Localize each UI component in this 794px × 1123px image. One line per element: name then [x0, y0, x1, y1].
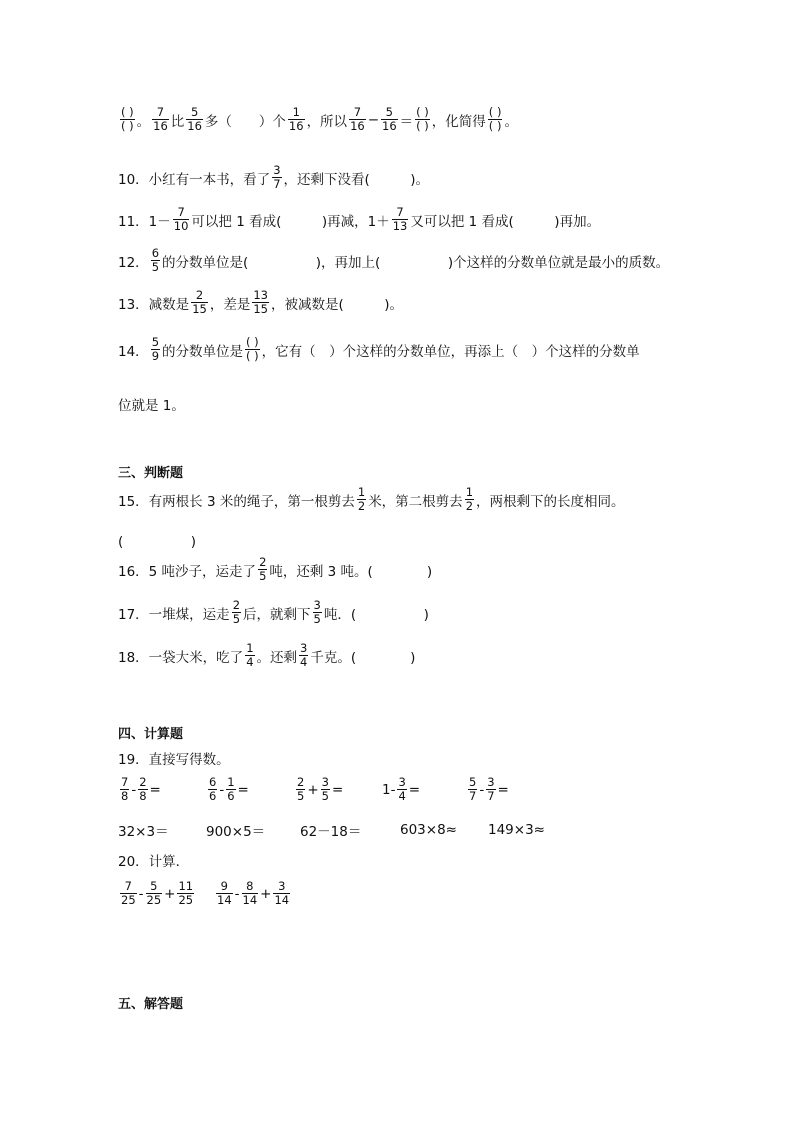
fraction: $\frac{5}{16}$ — [382, 105, 397, 133]
blank-fraction: $\frac{( )}{( )}$ — [246, 335, 259, 363]
expression: 62－18＝ — [300, 824, 362, 840]
question-20-title — [118, 850, 189, 870]
question-text: 10．小红有一本书，看了 — [118, 171, 271, 188]
fraction: $\frac{1}{4}$ — [246, 641, 254, 669]
q19-fraction-row — [118, 776, 546, 803]
expression: 1- $\frac{3}{4}$ = — [382, 775, 421, 803]
fraction: $\frac{3}{7}$ — [273, 163, 281, 191]
fraction: $\frac{2}{5}$ — [232, 598, 241, 626]
question-text: 的分数单位是 — [162, 343, 244, 360]
question-text: 20．计算． — [118, 854, 190, 870]
expression: $\frac{9}{14}$ - $\frac{8}{14}$ + $\frac{3}{14}$ — [217, 879, 290, 907]
question-text: 吨．( ) — [323, 606, 429, 623]
q9-text: 多（ ）个 — [204, 113, 286, 130]
fraction: $\frac{1}{2}$ — [357, 485, 366, 513]
question-text: ，还剩下没看( )。 — [283, 171, 430, 188]
question-text: 吨，还剩 3 吨。( ) — [269, 563, 433, 580]
q9-text: 。 — [136, 113, 151, 130]
question-11 — [118, 206, 600, 233]
expression: 32×3＝ — [118, 824, 169, 840]
expression: $\frac{5}{7}$ - $\frac{3}{7}$ = — [469, 775, 509, 803]
q9-text: ，化简得 — [431, 113, 486, 130]
fraction: $\frac{1}{2}$ — [465, 485, 474, 513]
section-heading: 五、解答题 — [118, 997, 184, 1012]
question-15-answer — [118, 530, 196, 550]
operator: − — [367, 111, 380, 128]
fraction: $\frac{13}{15}$ — [253, 288, 268, 316]
question-text: 米，第二根剪去 — [368, 493, 463, 510]
question-text: 17．一堆煤，运走 — [118, 606, 230, 623]
question-text: 12． — [118, 254, 149, 271]
question-19-title — [118, 748, 230, 768]
question-15 — [118, 486, 625, 513]
fraction: $\frac{7}{16}$ — [350, 105, 365, 133]
q9-line — [118, 106, 518, 133]
section-heading: 三、判断题 — [118, 466, 184, 481]
question-13 — [118, 289, 403, 316]
q9-text: 比 — [170, 113, 185, 130]
question-text: 千克。( ) — [310, 649, 416, 666]
question-10 — [118, 164, 429, 191]
fraction: $\frac{2}{15}$ — [192, 288, 207, 316]
question-text: 位就是 1。 — [118, 398, 185, 414]
q9-text: 。 — [504, 113, 518, 130]
fraction: $\frac{6}{5}$ — [151, 246, 160, 274]
question-text: 后，就剩下 — [243, 606, 311, 623]
fraction: $\frac{3}{5}$ — [313, 598, 321, 626]
question-text: 11．1－ — [118, 213, 171, 230]
question-text: 16．5 吨沙子，运走了 — [118, 563, 257, 580]
fraction: $\frac{7}{13}$ — [392, 205, 408, 233]
blank-fraction: $\frac{( )}{( )}$ — [121, 105, 134, 133]
fraction: $\frac{7}{16}$ — [153, 105, 168, 133]
blank-fraction: $\frac{( )}{( )}$ — [416, 105, 429, 133]
question-text: 19．直接写得数。 — [118, 752, 230, 768]
question-text: 18．一袋大米，吃了 — [118, 649, 244, 666]
question-text: 。还剩 — [256, 649, 298, 666]
question-text: ，被减数是( )。 — [270, 296, 404, 313]
question-text: 又可以把 1 看成( )再加。 — [410, 213, 601, 230]
question-text: 可以把 1 看成( )再减，1＋ — [191, 213, 390, 230]
question-text: ，两根剩下的长度相同。 — [476, 493, 625, 510]
fraction: $\frac{2}{5}$ — [259, 555, 267, 583]
q20-expression-row — [118, 880, 292, 907]
question-text: 的分数单位是( )，再加上( )个这样的分数单位就是最小的质数。 — [162, 254, 670, 271]
blank-fraction: $\frac{( )}{( )}$ — [488, 105, 502, 133]
expression: $\frac{6}{6}$ - $\frac{1}{6}$ = — [209, 775, 249, 803]
question-text: 13．减数是 — [118, 296, 190, 313]
question-text: 14． — [118, 343, 149, 360]
answer-paren: ( ) — [118, 534, 197, 550]
question-14 — [118, 336, 640, 363]
expression: $\frac{7}{8}$ - $\frac{2}{8}$ = — [121, 775, 161, 803]
fraction: $\frac{1}{16}$ — [288, 105, 304, 133]
expression: 603×8≈ — [400, 822, 457, 838]
question-12 — [118, 247, 669, 274]
question-17 — [118, 599, 429, 626]
fraction: $\frac{7}{10}$ — [173, 205, 189, 233]
expression: 900×5＝ — [206, 824, 266, 840]
expression: $\frac{2}{5}$ + $\frac{3}{5}$ = — [297, 775, 344, 803]
question-text: 15．有两根长 3 米的绳子，第一根剪去 — [118, 493, 355, 510]
question-text: ，差是 — [209, 296, 251, 313]
expression: 149×3≈ — [488, 822, 545, 838]
expression: $\frac{7}{25}$ - $\frac{5}{25}$ + $\frac{11}{25}$ — [121, 879, 194, 907]
fraction: $\frac{5}{16}$ — [187, 105, 202, 133]
question-14-line2 — [118, 394, 185, 414]
q19-integer-row — [118, 820, 568, 840]
fraction: $\frac{3}{4}$ — [300, 641, 308, 669]
question-18 — [118, 642, 415, 669]
question-text: ，它有（ ）个这样的分数单位，再添上（ ）个这样的分数单 — [261, 343, 640, 360]
question-16 — [118, 556, 432, 583]
fraction: $\frac{5}{9}$ — [151, 335, 160, 363]
section-heading: 四、计算题 — [118, 727, 184, 742]
operator: ＝ — [399, 113, 414, 130]
q9-text: ，所以 — [306, 113, 348, 130]
